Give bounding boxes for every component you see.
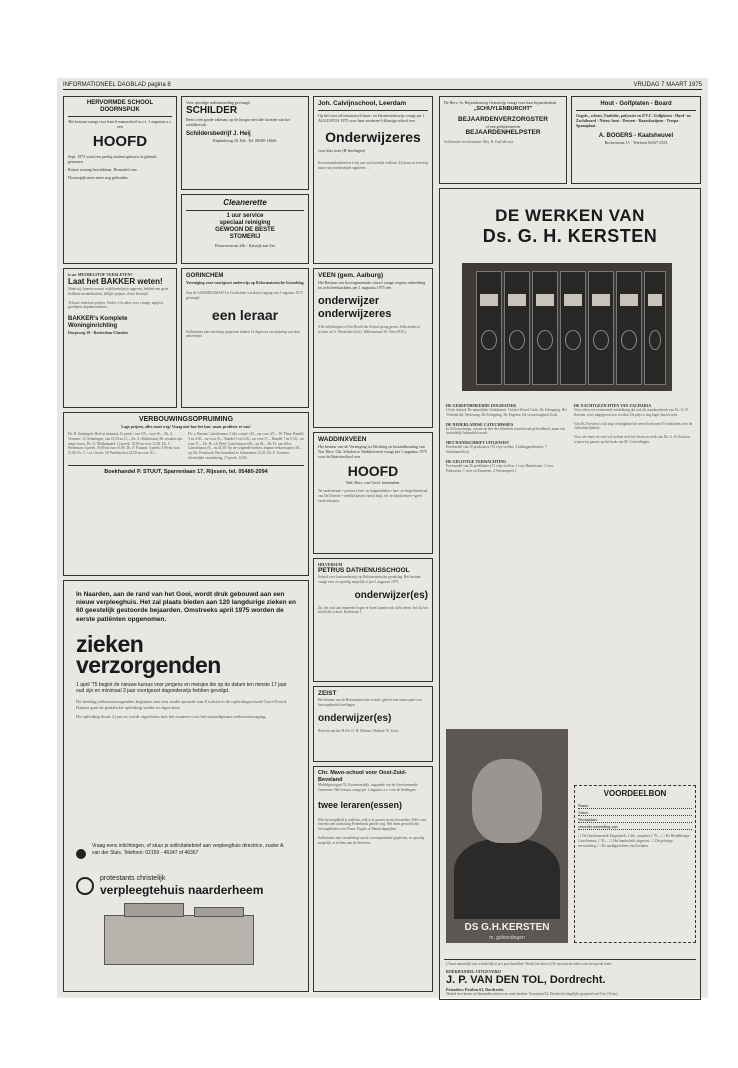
kersten-portrait — [446, 729, 568, 943]
page-header — [63, 80, 702, 90]
ad-address: Beckerstraat 15 · Telefoon 04167-2555 — [604, 140, 668, 145]
ad-role: HOOFD — [347, 463, 399, 479]
section-5: DE NACHTGEZICHTEN VAN ZACHARIA — [574, 403, 652, 408]
ad-intro: Het Bestuur van bovengenoemde school vraagt wegens uitbreiding tot acht leerkrachten, per 1 augustus 1975 een — [318, 280, 426, 290]
section-2: DE NEDERLANDSE CATECHISMUS — [446, 421, 514, 427]
ad-title: GORINCHEM — [186, 273, 224, 279]
ad-company: A. BOGERS - Kaatsheuvel — [598, 133, 674, 139]
ad-role-1: onderwijzer — [318, 295, 380, 307]
portrait-caption: DS G.H.KERSTEN — [464, 922, 550, 933]
ad-intro: Het bestuur van de Vereniging tot Stichting en Instandhouding van Nat. Herv. Chr. Scholen te Waddinxveen vraagt per 1 augustus 1975 voor de Beatrixschool een — [318, 444, 427, 459]
ad-question: is uw MEUBELSTOF VERSLETEN? — [68, 272, 133, 277]
ad-intro: De Herv. St. Bejaardenzorg Oostenrijp vraagt voor haar bejaardenhuis — [444, 100, 557, 105]
ad-body: Gegalv., scheut, Ondulite, polyester en P.V.C. Golfplaten - Hard- en Zachtboard - Nieuw hout - Deuren - Raamkozijnen - Trespa - Spaanplaat. — [576, 113, 691, 128]
ad-body-1: Sept. 1975 word een prettig modern gebouw in gebruik genomen. — [68, 154, 157, 164]
ad-heading-1: zieken — [76, 630, 144, 657]
ad-title: VEEN (gem. Aalburg) — [318, 272, 384, 279]
ad-note: voor klas twee (B-leerlingen) — [318, 148, 365, 153]
ad-role-2: onderwijzeres — [318, 308, 392, 320]
ad-title: Laat het BAKKER weten! — [68, 277, 163, 286]
ad-intro: Voor spoedige indiensttreding gevraagd — [186, 100, 250, 105]
ad-bakker: is uw MEUBELSTOF VERSLETEN? Laat het BAKKER weten! Want wij: komen vooruit vrijblijvend prijs opgeven, hebben een grote kollektie meubelstoffen, billijke prijzen, vlotte levertijd. Te huur: meteloze prijzen. Verder: Uw adres voor vitrage, tapijten, gordijnen, kapokmatrassen. BAKKER's Komplete Woninginrichting Dorpsweg 19 - Rotterdam-Charlois — [63, 268, 177, 408]
ad-title: HERVORMDE SCHOOL DOORNSPIJK — [86, 100, 154, 113]
ad-org-line-1: protestants christelijk — [100, 875, 166, 882]
ad-title: SCHILDER — [186, 105, 238, 116]
ad-role: twee leraren(essen) — [318, 799, 403, 810]
ad-title: WADDINXVEEN — [318, 436, 367, 443]
ad-line-2: speciaal reiniging — [219, 220, 271, 226]
ad-heading-2: verzorgenden — [76, 651, 221, 678]
publisher-name: J. P. VAN DEN TOL, Dordrecht. — [446, 973, 606, 986]
ad-role: BEJAARDENVERZORGSTER — [458, 116, 548, 123]
ad-role: onderwijzer(es) — [354, 589, 428, 601]
ad-note: Ned. Herv. van Geref. bezinnelen. — [345, 480, 401, 485]
ad-title-2: Ds. G. H. KERSTEN — [482, 226, 658, 246]
ad-body-3: Doornspijk meer meer nog gehouden. — [68, 175, 129, 180]
section-3: HET HANDSCHRIFT UITGEWIST — [446, 440, 510, 446]
ad-subtitle: Lage prijzen, alles moet weg! Vraag niet hoe het kan: maar profiteer er van! — [121, 424, 251, 429]
ad-intro: In Naarden, aan de rand van het Gooi, wordt druk gebouwd aan een nieuw verpleeghuis. Het zal plaats bieden aan 120 langdurige zieken en 60 geestelijk gestoorde bejaarden. Omstreeks april 1975 worden de eerste patiënten opgenomen. — [76, 591, 296, 623]
ad-org-line-2: verpleegtehuis naarderheem — [100, 883, 264, 897]
ad-title-1: DE WERKEN VAN — [495, 206, 645, 225]
ad-address: Klaphekweg 20, Ede. Tel. 08380-13846. — [212, 138, 278, 143]
ad-title: Chr. Mavo-school voor Oost-Zuid-Beveland — [318, 770, 407, 783]
ad-and: of een gediplomeerde — [485, 124, 521, 129]
ad-body: Bent u een goede vakman, op de hoogte met alle facetten van het schildersvak. — [186, 117, 291, 127]
ad-zeist: ZEIST Het bestuur van de Reformatorische school, gelieve een ruime apte voor hun ingebreide leerlingen onderwijzer(es) Brieven aan het H.d.S. G. H. Ebbens, Slotlaan 70, Zeist. — [313, 686, 433, 762]
ad-address: Dorpsweg 19 - Rotterdam-Charlois — [68, 330, 129, 336]
ad-kersten-books — [439, 188, 701, 1000]
ad-title: Hout - Golfplaten - Board — [600, 101, 672, 107]
section-1: DE GEREFORMEERDE DOGMATIEK — [446, 403, 517, 408]
ad-line-3: GEWOON DE BESTE — [215, 227, 275, 233]
ad-intro: Op het voor reformatorisch basis- en kleuteronderwijs vraagt per 1 AUGUSTUS 1975 voor haar moderne 6-klassige school een — [318, 113, 425, 123]
books-column-left: DE GEREFORMEERDE DOGMATIEK Uit de inhoud: De natuurlijke Godskennis. Van het Woord Gods. De Schepping. Het Verbond der Verlossing. De Schepping. De Engelen. De voorzienigheid Gods. DE NEDERLANDSE CATECHISMUS In 52 beworkings, waarin de leer der Schriften voortdurend geleerdbeelt, maar ook bevindelijk behandeld wordt. HET HANDSCHRIFT UITGEWIST Een bundel van 20 predicaties (13 vrije stoffen, 3 biddagpredicaties, 7 Jubileumtoffen). DE GELOVIGE VERWACHTING Een bundel van 26 predikaties (13 vrije stoffen, 1 voor Hemelvaart, 3 voor Pinksteren, 1 voor en Paasteren, 2 Adventspred.). — [446, 403, 567, 473]
ad-title: Joh. Calvijnschool, Leerdam — [318, 100, 407, 107]
ad-sign: BAKKER's Komplete Woninginrichting — [68, 316, 128, 330]
ad-body-2: Ruime woning beschikbaar. Bismarkvl enz. — [68, 167, 138, 172]
ad-role: onderwijzer(es) — [318, 712, 392, 724]
ad-title: ZEIST — [318, 690, 337, 697]
ad-course: 1 april '75 begint de nieuwe kursus voor jongens en meisjes die op de datum ten minste 17 jaar oud zijn en minimaal 3 jaar voortgezet dagonderwijs hebben gevolgd. — [76, 681, 287, 695]
ad-footer: Boekhandel P. STUUT, Sparrenlaan 17, Rijssen, tel. 05480-2094 — [104, 468, 268, 475]
portrait-subcaption: m. golverdingen — [489, 935, 525, 941]
ad-address: Prinsessestraat 24b - Katwijk aan Zee — [214, 243, 276, 248]
header-right: VRIJDAG 7 MAART 1975 — [633, 82, 702, 88]
ad-golfplaten — [571, 96, 701, 184]
ad-zuid-beveland: Chr. Mavo-school voor Oost-Zuid-Beveland Middelgrootgaat 53, Kruiteroordijk, uitgaande van de Gereformeerde Gemeente. Het bestuur vraagt per 1 augustus a.s. voor de leerlingen: twee leraren(essen) Elke bevoegdheid is welkom, zulk is er passen in ons bevoerder. Zelfs voor inwerkt met uitsluiting Nederlands gehele weg. Het dient gevoeld zijn bevoegdheden voor Frans, Engels of Maatschappijleer. Sollicitaties met vermelding van de correspondentie gegevens, zo spoedig mogelijk, te richten aan de directeur. — [313, 766, 433, 992]
ad-hilversum: HILVERSUM PETRUS DATHENUSSCHOOL School voor basisonderwijs op Reformatorische grondslag. Het bestuur vraagt voor zo spoedig mogelijk of per 1 augustus 1975, onderwijzer(es) Zij, die zich aan inmeeten hopen te doen kunnen ook solliciteren. Inl. bij het hoofd der school, Kerkstraat 1. — [313, 558, 433, 682]
books-column-right: DE NACHTGEZICHTEN VAN ZACHARIA Voor velen een verbazende ontdekking dat ook dit standaardwerk van Ds. G. H. Kersten, weer uitgegeven zou worden. De prijs is nog lager dan tevoren. Van Ds. Kersten is ook nog verkrijgbaar het eerste boek met 65 meditaties over de Geloofsbelijdenis. Voor wie meer en veel wil werken over het leven en werk van Ds. G. H. Kersten, wijzen wij gaarne op het boek van M. Golverdingen. — [574, 403, 696, 445]
section-4: DE GELOVIGE VERWACHTING — [446, 458, 507, 464]
ad-school: PETRUS DATHENUSSCHOOL — [318, 567, 410, 574]
ad-veen: VEEN (gem. Aalburg) Het Bestuur van bovengenoemde school vraagt wegens uitbreiding tot acht leerkrachten, per 1 augustus 1975 een onderwijzer onderwijzeres Alle inlichtingen wil het Hoofd der School graag geven. Sollicitaties te richten tot A. Westerluis (b.d.), Wilhemstraat 38, Veen (N.B.). — [313, 268, 433, 428]
ad-company: Schildersbedrijf J. Heij — [186, 131, 251, 137]
ad-line-1: 1 uur service — [226, 213, 264, 219]
ad-schilder — [181, 96, 309, 190]
ad-zieken-verzorgenden: In Naarden, aan de rand van het Gooi, wordt druk gebouwd aan een nieuw verpleeghuis. Het zal plaats bieden aan 120 langdurige zieken en 60 geestelijk gestoorde bejaarden. Omstreeks april 1975 worden de eerste patiënten opgenomen. zieken verzorgenden 1 april '75 begint de nieuwe kursus voor jongens en meisjes die op de datum ten minste 17 jaar oud zijn en minimaal 3 jaar voortgezet dagonderwijs hebben gevolgd. De leerling ziekenverzorgenden beginnen met een studie-periode van 8 weken in de opleidingsschool Gooi-Noord. Daarna gaat de praktische opleiding verder in eigen huis. De opleiding duurt 2 jaar en wordt afgesloten met het examen voor het staatsdiploma ziekenverzorging. Vraag eens inlichtingen, of stuur je sollicitatiebrief aan verpleeghuis directrice, zuster A. van der Sluis. Telefoon: 02159 - 46347 of 46367 protestants christelijk verpleegtehuis naarderheem — [63, 580, 309, 992]
ad-contact: Vraag eens inlichtingen, of stuur je sollicitatiebrief aan verpleeghuis directrice, zuster A. van der Sluis. Telefoon: 02159 - 46347 of 46367 — [92, 843, 285, 856]
ad-hervormde-school — [63, 96, 177, 264]
ad-bejaardenzorg: De Herv. St. Bejaardenzorg Oostenrijp vraagt voor haar bejaardenhuis „SCHUYLENBURCHT" BEJAARDENVERZORGSTER of een gediplomeerde BEJAARDENHELPSTER Sollicitaties en informatie: Mej. B. Zaal (dir.en). — [439, 96, 567, 184]
coupon-field-name[interactable]: Naam: — [578, 803, 692, 809]
ad-role-2: BEJAARDENHELPSTER — [465, 129, 541, 136]
ad-role: Onderwijzeres — [325, 129, 421, 145]
ad-cleanerette — [181, 194, 309, 264]
coupon-field-address[interactable]: Adres: — [578, 810, 692, 816]
ad-role: HOOFD — [92, 133, 148, 150]
ad-intro: Het bestuur vraagt voor haar 6-mansschool m.i.v. 1 augustus a.s. een — [68, 119, 172, 129]
header-left: INFORMATIONEEL DAGBLAD pagina 8 — [63, 82, 171, 88]
ad-verbouwing: VERBOUWINGSOPRUIMING Lage prijzen, alles moet weg! Vraag niet hoe het kan: maar profiteer er van! Ds. B. Smijtegelt: Heil en iintmaal, 41 preek / van f19,– voor f6,–. Ds. A. Vermeer: 11 Oefeningen, van f2,50 nu f1,–. Ds. A. Makkreaan: De vrisaten zijn enige troost. Ds. G. Molkenpand: 12 preek. 16,50 nu voor 12,50. Ds. C. Pieterman: 4 preek. f9,00 nu voor f5,00. Ds. F. Frattani: 4 preek. 5,90 nu voor f5,00. Ds. C. v.d. Gevoir: 50 Preekstoffen 24,50 nu voor f11,–. Ds. v. Bassen: Catechismus, 3 dln. compl. f45,– nu voor f27,–. W. Fleur: Bundel 3 en 4 30,– nu voor f5,–. Bundel 5 en 6 26,– nu voor f7,–. Bundel 7 en 8 30,– nu voor f7,–. Ds. H. v.d. Reid: Catechismus f40,– nu f8,–. Ds. H. van Gilst: Catechismus f9,– nu f4,50. Op de volgende boeken, zegaan verkeersopen f18,– op. Ds. Ponsbook: Bes brandend es Schumbaen 15,25. Ds. E. Frunsen: Geestelijke verandering, 17 preek. 14,50. Boekhandel P. STUUT, Sparrenlaan 17, Rijssen, tel. 05480-2094 — [63, 412, 309, 576]
newspaper-page — [57, 78, 708, 998]
publisher-block: U kunt natuurlijk ook schriftelijk of per post bestellen. Wacht het direct (t/f) vertrouwde adres voor het goede boek: BOEKHANDEL-UITGEVERIJ J. P. VAN DEN TOL, Dordrecht. Postadres: Postbus 61, Dordrecht. Winkel met keuze uit duizenden nieuwe en oude boeken: Voorstraat 94, Dordrecht (dagelijks geopend van 9 tot 18 uur). — [444, 959, 696, 995]
phone-icon — [76, 849, 86, 859]
coupon-field-city[interactable]: Woonplaats: — [578, 817, 692, 823]
coupon-title: VOORDEELBON — [603, 789, 667, 798]
ad-role: een leraar — [211, 306, 279, 323]
ad-place: HILVERSUM — [318, 562, 343, 567]
ad-gorinchem: GORINCHEM Vereniging voor voortgezet onderwijs op Reformatorische Grondslag Aan de GOMARUSMAVO te Gorinchem wordt met ingang van 1 augustus 1975 gevraagd: een leraar Sollicitaties met uitvoerige gegevens binnen 14 dagen na verschijning van deze advertentie. — [181, 268, 309, 408]
coupon-field-request[interactable]: verzoekt toezending van: — [578, 824, 692, 830]
ad-home: „SCHUYLENBURCHT" — [473, 106, 533, 112]
ad-line-4: STOMERIJ — [229, 234, 261, 240]
ad-title: VERBOUWINGSOPRUIMING — [138, 416, 234, 423]
naarderheem-logo-icon — [76, 877, 94, 895]
voordeelbon-coupon: VOORDEELBON Naam: Adres: Woonplaats: verzoekt toezending van: ☐ De Gereformeerde Dogmatiek, 2 dln. compleet ƒ 70,–. ☐ De Heidelbergse Catechismus, ƒ 50,–. ☐ Het handschrift uitgewist. ☐ De gelovige verwachting. ☐ De nachtgezichten van Zacharia. — [574, 785, 696, 943]
ad-waddinxveen: WADDINXVEEN Het bestuur van de Vereniging tot Stichting en Instandhouding van Nat. Herv. Chr. Scholen te Waddinxveen vraagt per 1 augustus 1975 voor de Beatrixschool een HOOFD Ned. Herv. van Geref. bezinnelen. Ter ondersteunt: • positieve leer- en hulpmiddelen • hart- en bergerheerhoud van De Directie • verblijfskasten vanuit hulp, inf. en handwerken • goed vaste inkomen. — [313, 432, 433, 554]
ad-calvijnschool: Joh. Calvijnschool, Leerdam Op het voor reformatorisch basis- en kleuteronderwijs vraagt per 1 AUGUSTUS 1975 voor haar moderne 6-klassige school een Onderwijzeres voor klas twee (B-leerlingen) Een eensemkenbriefeis is bij ons ook hartelijk welkom. Zij komt in een reeg maar van jeurlaterbijde signieren … — [313, 96, 433, 264]
books-photo — [462, 263, 672, 391]
publisher-address: Postadres: Postbus 61, Dordrecht. — [446, 986, 504, 992]
publisher-label: BOEKHANDEL-UITGEVERIJ — [446, 968, 501, 974]
ad-brand: Cleanerette — [223, 198, 267, 207]
ad-intro: Vereniging voor voortgezet onderwijs op Reformatorische Grondslag — [186, 280, 304, 285]
